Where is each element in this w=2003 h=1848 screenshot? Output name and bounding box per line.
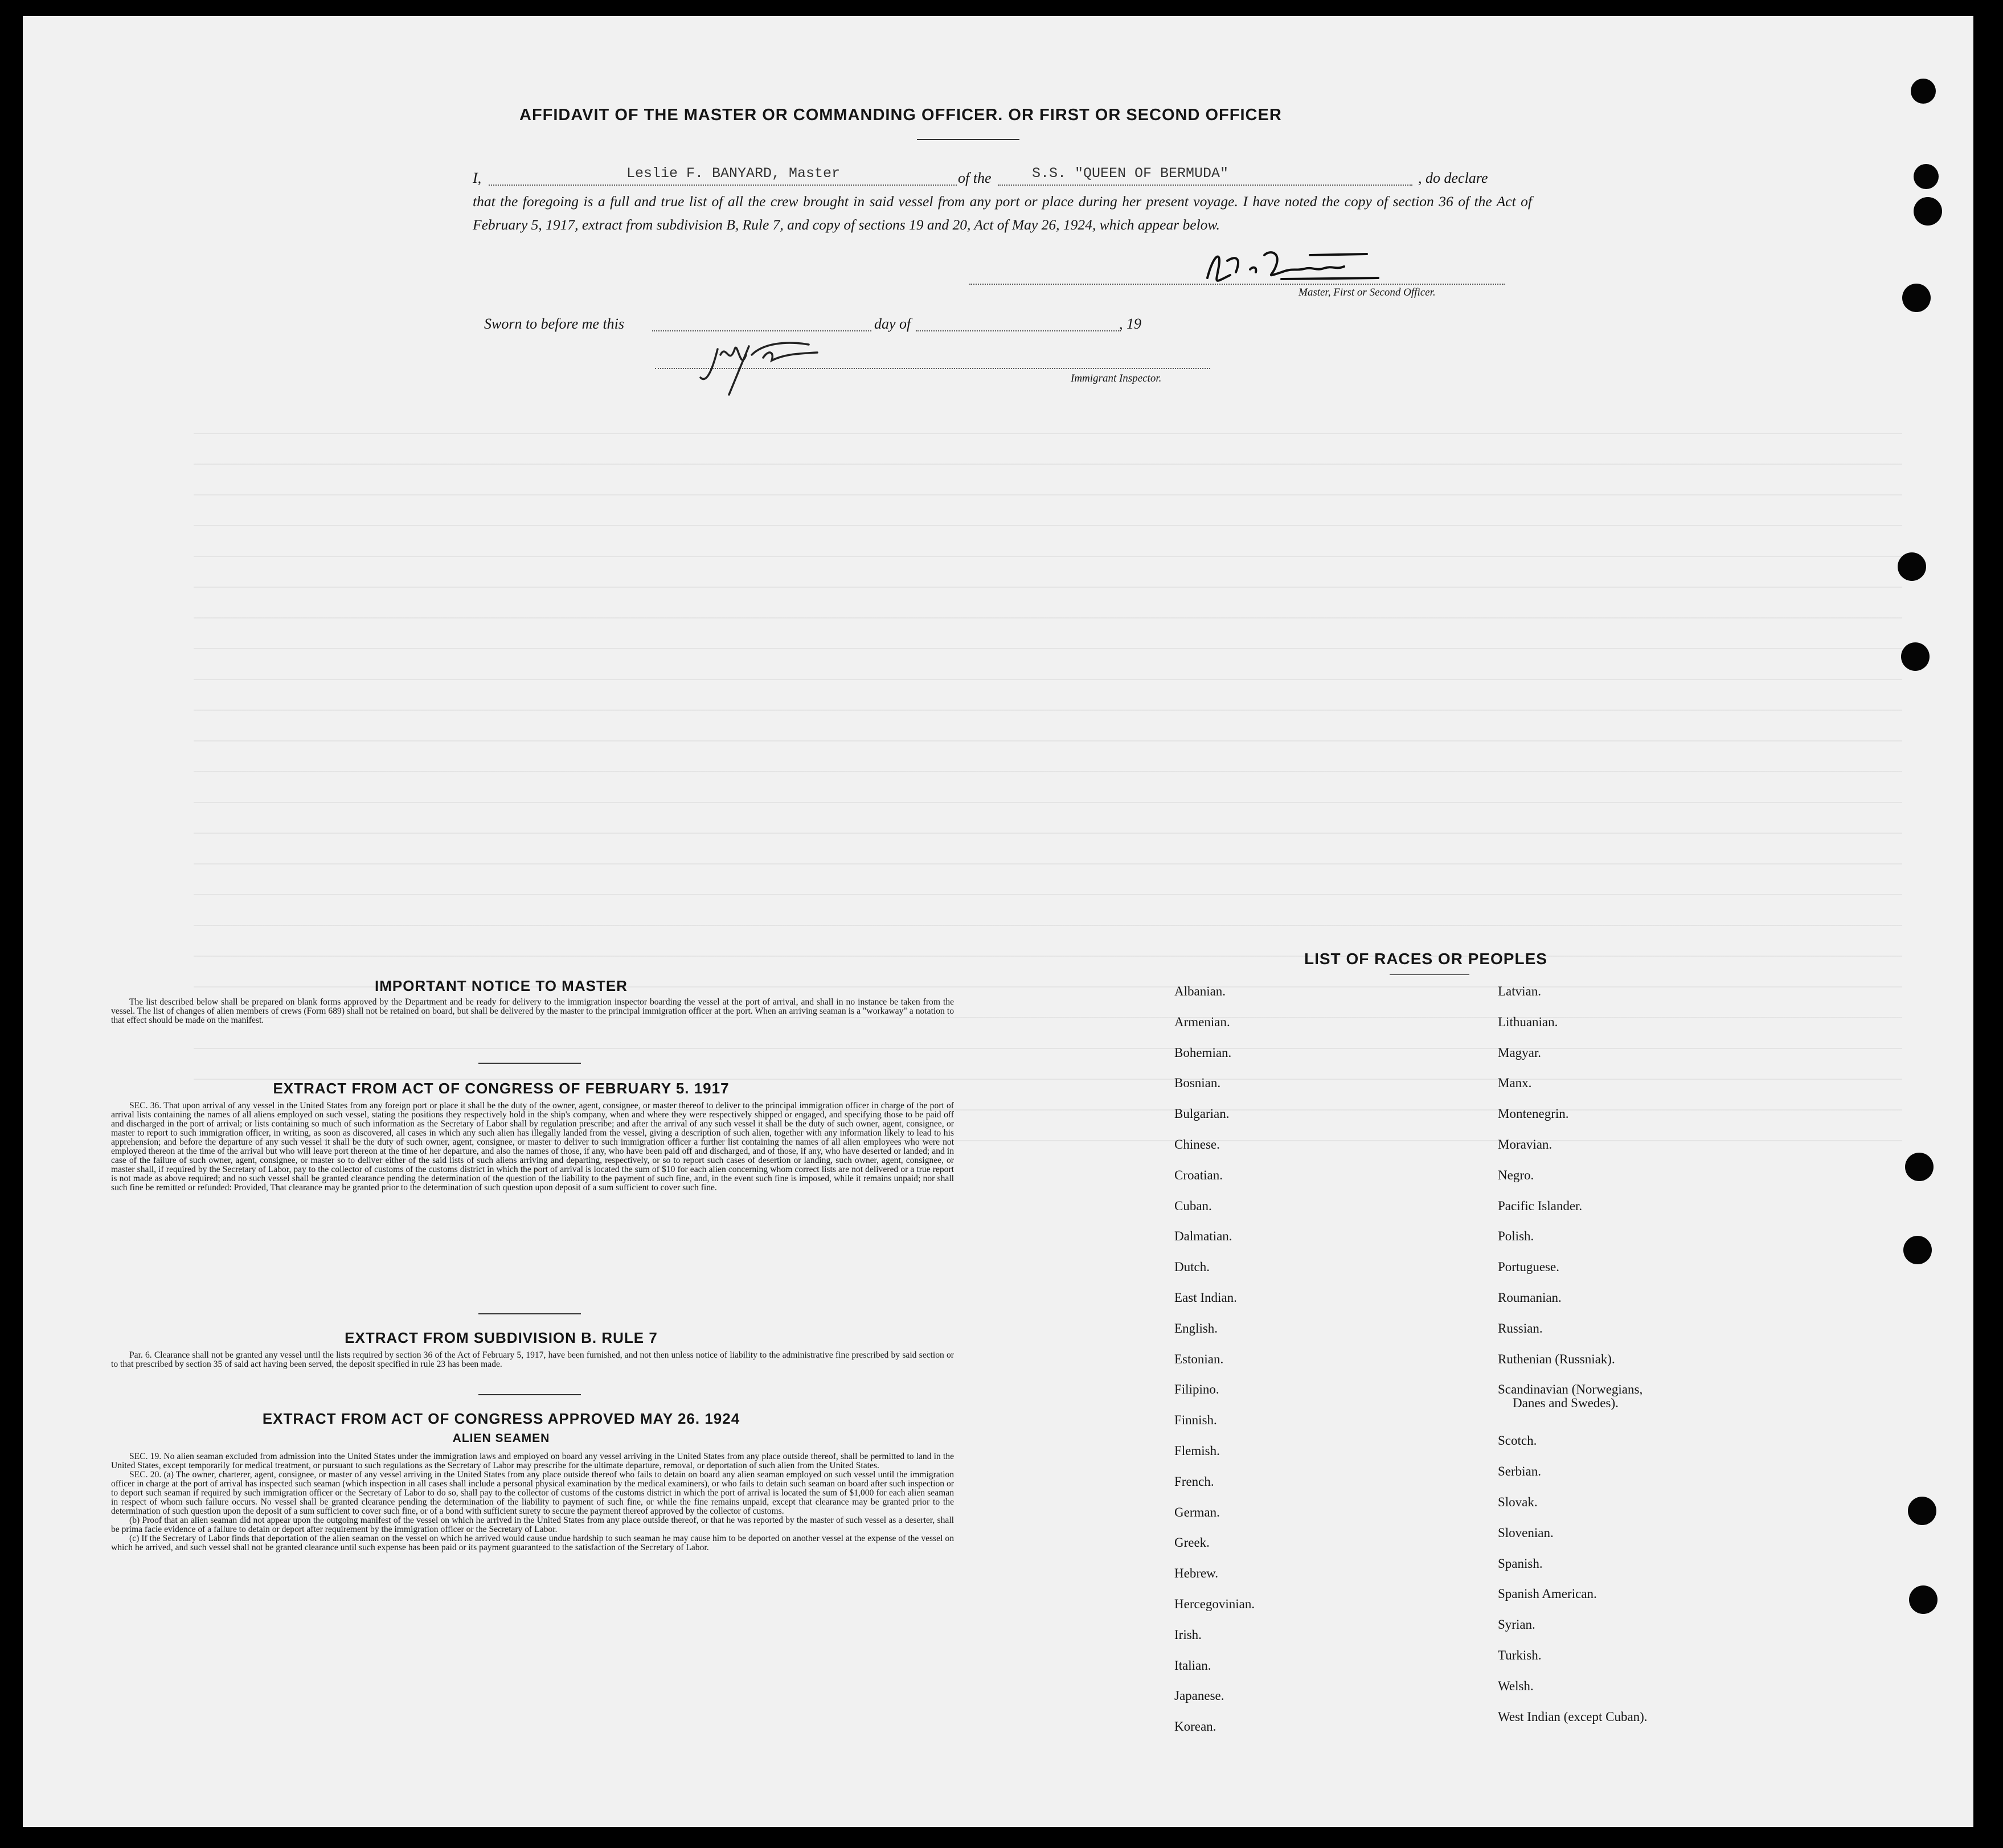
title-divider [917, 139, 1019, 140]
vessel-blank-line [998, 185, 1412, 186]
race-list-item: English. [1174, 1321, 1218, 1335]
race-list-item: Scandinavian (Norwegians, [1498, 1382, 1643, 1397]
race-list-item: Finnish. [1174, 1413, 1217, 1428]
race-list-item: East Indian. [1174, 1290, 1237, 1305]
notice-paragraph: The list described below shall be prepared on blank forms approved by the Department and be ready for delivery to the immigration inspector boarding the vessel at the port of arrival, and shall in no instance be taken from the vessel. The list of changes of alien members of crews (Form 689) shall not be retained on board, but shall be delivered by the master to the principal immigration officer at the port. When an arriving seaman is a "workaway" a notation to that effect should be made on the manifest. [111, 997, 954, 1025]
races-divider [1390, 974, 1469, 975]
rule7-divider [478, 1394, 581, 1395]
race-list-item: Irish. [1174, 1627, 1202, 1642]
rule7-paragraph: Par. 6. Clearance shall not be granted any vessel until the lists required by section 36 of the Act of February 5, 1917, have been furnished, and not then unless notice of liability to the administrative fine prescribed by said section or to that prescribed by section 35 of said act having been served, the deposit specified in rule 23 has been made. [111, 1350, 954, 1369]
race-list-item: Dalmatian. [1174, 1229, 1232, 1244]
inspector-caption: Immigrant Inspector. [1071, 372, 1162, 384]
sworn-month-line [916, 330, 1121, 331]
declaration-text: that the foregoing is a full and true list of all the crew brought in said vessel from any port or place during her present voyage. I have noted the copy of section 36 of the Act of February 5, 1917, extract from subdivision B, Rule 7, and copy of sections 19 and 20, Act of May 26, 1924, which appear below. [473, 193, 1532, 233]
extract-1917-text [111, 1101, 954, 1193]
notice-text [111, 998, 954, 1025]
rule7-text [111, 1351, 954, 1369]
day-of-label: day of [874, 315, 911, 332]
race-list-item: West Indian (except Cuban). [1498, 1709, 1648, 1724]
bleed-through-background [194, 403, 1902, 1144]
punch-hole [1909, 1585, 1938, 1614]
race-list-item: Korean. [1174, 1719, 1216, 1734]
race-list-item: Lithuanian. [1498, 1014, 1558, 1029]
race-list-item: Japanese. [1174, 1689, 1224, 1703]
sworn-day-line [652, 330, 871, 331]
race-list-item: Montenegrin. [1498, 1107, 1569, 1121]
race-list-item: Albanian. [1174, 984, 1226, 998]
race-list-item: Hercegovinian. [1174, 1597, 1255, 1611]
race-list-item: Scotch. [1498, 1433, 1537, 1448]
race-list-item: Cuban. [1174, 1198, 1212, 1213]
extract-1924-title: EXTRACT FROM ACT OF CONGRESS APPROVED MAY 26. 1924 [262, 1410, 740, 1427]
sworn-label: Sworn to before me this [484, 315, 625, 332]
punch-hole [1901, 642, 1930, 671]
inspector-signature-image [695, 332, 843, 400]
race-list-item: Bosnian. [1174, 1076, 1221, 1091]
race-list-item: Ruthenian (Russniak). [1498, 1351, 1615, 1366]
race-list-item: Serbian. [1498, 1464, 1542, 1479]
extract-1917-paragraph: SEC. 36. That upon arrival of any vessel in the United States from any foreign port or place it shall be the duty of the owner, agent, consignee, or master thereof to deliver to the principal immigration officer in charge of the port of arrival lists containing the names of all aliens employed on such vessel, stating the positions they respectively hold in the ship's company, when and where they were respectively shipped or engaged, and specifying those to be paid off and discharged in the port of arrival; or lists containing so much of such information as the Secretary of Labor shall by regulation prescribe; and after the arrival of any such vessel it shall be the duty of such owner, agent, consignee, or master to report to such immigration officer, in writing, as soon as discovered, all cases in which any such alien has illegally landed from the vessel, giving a description of such alien, together with any information likely to lead to his apprehension; and before the departure of any such vessel it shall be the duty of such owner, agent, consignee, or master to deliver to such immigration officer a further list containing the names of all alien employees who were not employed thereon at the time of the arrival but who will leave port thereon at the time of her departure, and also the names of those, if any, who have been paid off and discharged, and of those, if any, who have deserted or landed; and in case of the failure of such owner, agent, consignee, or master so to deliver either of the said lists of such aliens arriving and departing, respectively, or so to report such cases of desertion or landing, such owner, agent, consignee, or master shall, if required by the Secretary of Labor, pay to the collector of customs of the customs district in which the port of arrival is located the sum of $10 for each alien concerning whom correct lists are not delivered or a true report is not made as above required; and no such vessel shall be granted clearance pending the determination of the question of the liability to the payment of such fine, and, in the event such fine is imposed, while it remains unpaid; nor shall such fine be remitted or refunded: Provided, That clearance may be granted prior to the determination of such question upon deposit of a sum sufficient to cover such fine. [111, 1101, 954, 1193]
punch-hole [1911, 79, 1936, 104]
sec20a-paragraph: SEC. 20. (a) The owner, charterer, agent, consignee, or master of any vessel arriving in the United States from any place outside thereof who fails to detain on board any alien seaman employed on such vessel until the immigration officer in charge at the port of arrival has inspected such seaman (which inspection in all cases shall include a personal physical examination by the medical examiners), or who fails to detain such seaman on board after such inspection or to deport such seaman if required by such immigration officer or the Secretary of Labor to do so, shall pay to the collector of customs of the customs district in which the port of arrival is located the sum of $1,000 for each alien seaman in respect of whom such failure occurs. No vessel shall be granted clearance pending the determination of the liability to payment of such fine, or while the fine remains unpaid, except that clearance may be granted prior to the determination of such question upon the deposit of a sum sufficient to cover such fine, or of a bond with sufficient surety to secure the payment thereof approved by the collector of customs. [111, 1470, 954, 1516]
i-prefix: I, [473, 170, 482, 186]
race-list-item: Armenian. [1174, 1014, 1230, 1029]
race-list-item: Hebrew. [1174, 1566, 1219, 1581]
master-name-field: Leslie F. BANYARD, Master [626, 165, 841, 182]
officer-title-caption: Master, First or Second Officer. [1299, 286, 1436, 298]
race-list-item: French. [1174, 1474, 1214, 1489]
extract-1924-text [111, 1452, 954, 1552]
punch-hole [1898, 552, 1926, 581]
punch-hole [1902, 284, 1931, 312]
sec20c-paragraph: (c) If the Secretary of Labor finds that deportation of the alien seaman on the vessel on which he arrived would cause undue hardship to such seaman he may cause him to be deported on another vessel at the expense of the vessel on which he arrived, and such vessel shall not be granted clearance until such expense has been paid or its payment guaranteed to the satisfaction of the Secretary of Labor. [111, 1534, 954, 1552]
race-list-item: Welsh. [1498, 1678, 1534, 1693]
race-list-item: Danes and Swedes). [1513, 1396, 1619, 1411]
race-list-item: Flemish. [1174, 1444, 1220, 1458]
punch-hole [1905, 1153, 1934, 1181]
races-title: LIST OF RACES OR PEOPLES [1304, 950, 1547, 968]
race-list-item: German. [1174, 1505, 1220, 1519]
punch-hole [1908, 1497, 1936, 1525]
race-list-item: Spanish American. [1498, 1587, 1597, 1601]
race-list-item: Syrian. [1498, 1617, 1535, 1632]
affidavit-title: AFFIDAVIT OF THE MASTER OR COMMANDING OFFICER. OR FIRST OR SECOND OFFICER [519, 106, 1282, 124]
race-list-item: Magyar. [1498, 1045, 1542, 1060]
race-list-item: Roumanian. [1498, 1290, 1562, 1305]
sec20b-paragraph: (b) Proof that an alien seaman did not appear upon the outgoing manifest of the vessel on which he arrived in the United States from any place outside thereof, or that he was reported by the master of such vessel as a deserter, shall be prima facie evidence of a failure to detain or deport after requirement by the immigration officer or the Secretary of Labor. [111, 1515, 954, 1534]
race-list-item: Polish. [1498, 1229, 1534, 1244]
race-list-item: Bohemian. [1174, 1045, 1232, 1060]
do-declare-label: , do declare [1418, 170, 1488, 186]
notice-title: IMPORTANT NOTICE TO MASTER [375, 977, 628, 994]
alien-seamen-subtitle: ALIEN SEAMEN [452, 1432, 550, 1445]
vessel-name-field: S.S. "QUEEN OF BERMUDA" [1032, 165, 1229, 182]
race-list-item: Filipino. [1174, 1382, 1219, 1397]
race-list-item: Turkish. [1498, 1648, 1542, 1662]
race-list-item: Portuguese. [1498, 1260, 1559, 1275]
race-list-item: Bulgarian. [1174, 1107, 1230, 1121]
race-list-item: Moravian. [1498, 1137, 1553, 1152]
name-blank-line [489, 185, 957, 186]
notice-divider [478, 1063, 581, 1064]
of-the-label: of the [958, 170, 992, 186]
race-list-item: Slovak. [1498, 1495, 1538, 1509]
punch-hole [1903, 1236, 1932, 1264]
race-list-item: Chinese. [1174, 1137, 1220, 1152]
race-list-item: Spanish. [1498, 1556, 1543, 1571]
race-list-item: Latvian. [1498, 984, 1541, 998]
rule7-title: EXTRACT FROM SUBDIVISION B. RULE 7 [345, 1329, 658, 1346]
race-list-item: Estonian. [1174, 1351, 1224, 1366]
race-list-item: Italian. [1174, 1658, 1211, 1673]
extract-1917-divider [478, 1313, 581, 1314]
manifest-page [23, 16, 1973, 1827]
race-list-item: Croatian. [1174, 1167, 1223, 1182]
race-list-item: Pacific Islander. [1498, 1198, 1583, 1213]
race-list-item: Russian. [1498, 1321, 1543, 1335]
punch-hole [1914, 197, 1942, 226]
race-list-item: Greek. [1174, 1535, 1210, 1550]
race-list-item: Manx. [1498, 1076, 1532, 1091]
race-list-item: Negro. [1498, 1167, 1534, 1182]
punch-hole [1914, 164, 1939, 189]
sec19-paragraph: SEC. 19. No alien seaman excluded from admission into the United States under the immigration laws and employed on board any vessel arriving in the United States from any place outside thereof, shall be permitted to land in the United States, except temporarily for medical treatment, or pursuant to such regulations as the Secretary of Labor may prescribe for the ultimate departure, removal, or deportation of such alien from the United States. [111, 1452, 954, 1470]
race-list-item: Slovenian. [1498, 1525, 1554, 1540]
master-signature-image [1196, 244, 1390, 289]
race-list-item: Dutch. [1174, 1260, 1210, 1275]
year-label: , 19 [1119, 315, 1141, 332]
extract-1917-title: EXTRACT FROM ACT OF CONGRESS OF FEBRUARY 5. 1917 [273, 1080, 730, 1097]
